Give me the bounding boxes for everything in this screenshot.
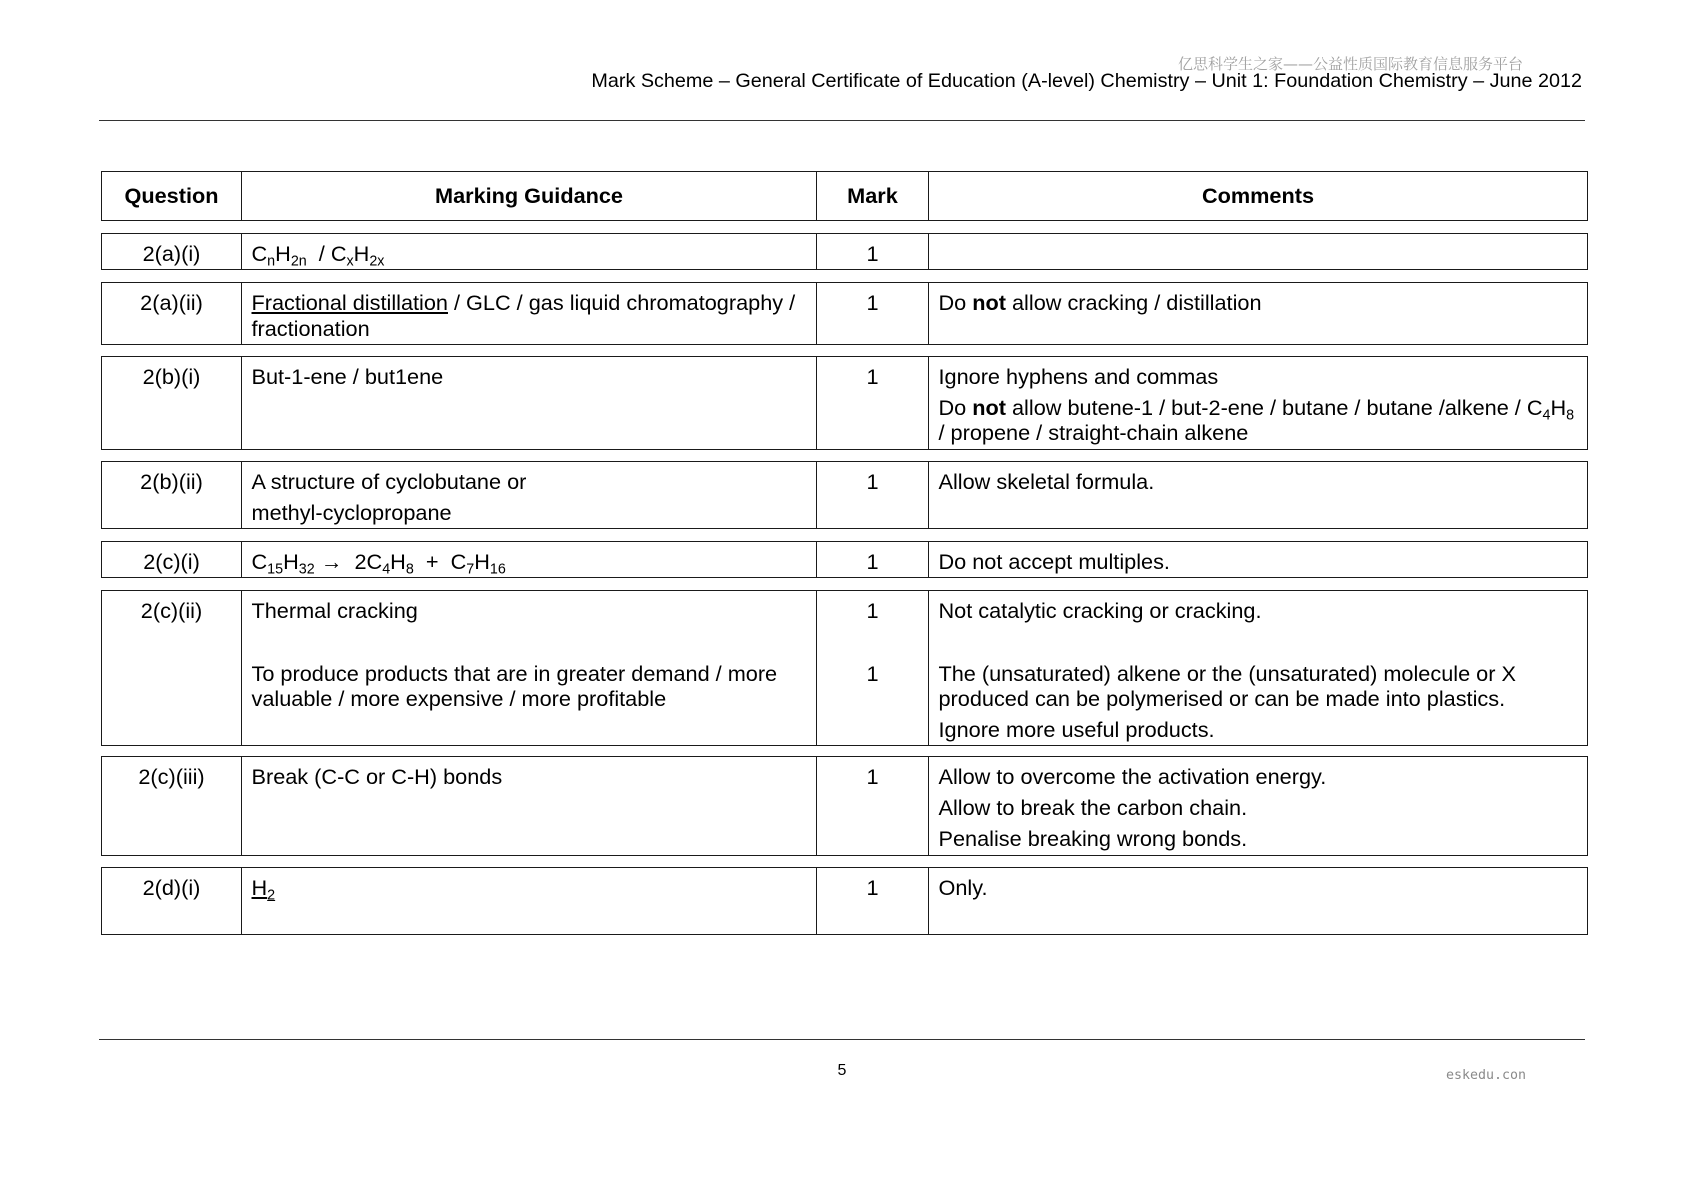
column-header-marking-guidance: Marking Guidance xyxy=(241,172,816,220)
paragraph xyxy=(939,764,1584,790)
marking-guidance-cell xyxy=(241,868,816,934)
paragraph xyxy=(939,795,1584,821)
mark-scheme-row xyxy=(101,461,1588,529)
text-run: H xyxy=(283,549,299,574)
subscript-text: 15 xyxy=(267,561,284,578)
paragraph xyxy=(821,598,924,624)
subscript-text: 2x xyxy=(369,253,385,270)
mark-scheme-row xyxy=(101,867,1588,935)
text-run: Allow to break the carbon chain. xyxy=(938,794,1248,820)
marking-guidance-cell xyxy=(241,542,816,577)
text-run: Allow to overcome the activation energy. xyxy=(938,764,1327,789)
text-run: H xyxy=(474,549,490,574)
subscript-text: 7 xyxy=(466,561,475,578)
underlined-subscript-text: 2 xyxy=(267,887,276,904)
paragraph xyxy=(252,290,813,341)
site-watermark: 亿思科学生之家——公益性质国际教育信息服务平台 xyxy=(1177,55,1523,73)
question-number: 2(c)(ii) xyxy=(140,598,203,623)
subscript-text: 4 xyxy=(1542,407,1551,424)
text-run: / GLC / gas liquid chromatography / fractionation xyxy=(251,290,802,341)
text-run: 1 xyxy=(866,660,879,686)
paragraph xyxy=(939,290,1584,316)
underlined-text: H xyxy=(251,875,268,900)
underlined-text: Fractional distillation xyxy=(251,290,448,315)
question-cell xyxy=(102,868,241,934)
mark-scheme-row xyxy=(101,756,1588,856)
paragraph xyxy=(821,764,924,790)
paragraph xyxy=(939,717,1584,743)
question-cell xyxy=(102,357,241,449)
text-run: 1 xyxy=(866,364,879,389)
question-number: 2(c)(i) xyxy=(143,549,200,574)
question-cell xyxy=(102,283,241,344)
text-run: H xyxy=(1550,394,1567,420)
text-run: The (unsaturated) alkene or the (unsaturated) molecule or X produced can be polymerised or can be made into plastics. xyxy=(938,660,1522,711)
question-number: 2(a)(ii) xyxy=(140,290,203,315)
text-run: Ignore more useful products. xyxy=(938,716,1215,742)
paragraph xyxy=(821,290,924,316)
marking-guidance-cell xyxy=(241,462,816,528)
text-run: → 2C xyxy=(314,549,383,574)
paragraph xyxy=(251,241,813,270)
paragraph xyxy=(251,875,813,904)
text-run: allow cracking / distillation xyxy=(1005,290,1262,315)
comments-cell xyxy=(928,542,1587,577)
footer-divider xyxy=(99,1039,1585,1040)
mark-cell xyxy=(816,868,928,934)
text-run: Do not accept multiples. xyxy=(938,549,1170,574)
text-run: Do xyxy=(938,290,973,315)
paragraph xyxy=(939,395,1584,446)
text-run: allow butene-1 / but-2-ene / butane / butane /alkene / C xyxy=(1005,394,1543,420)
text-run: H xyxy=(275,241,291,266)
question-number: 2(c)(iii) xyxy=(138,764,205,789)
text-run: 1 xyxy=(866,549,879,574)
marking-guidance-cell xyxy=(241,234,816,269)
text-run: Thermal cracking xyxy=(251,598,418,623)
comments-cell xyxy=(928,462,1587,528)
question-cell xyxy=(102,234,241,269)
subscript-text: 2n xyxy=(290,253,307,270)
question-cell xyxy=(102,462,241,528)
table-header-row xyxy=(101,171,1588,221)
text-run: Allow skeletal formula. xyxy=(938,469,1155,494)
text-run: A structure of cyclobutane or xyxy=(251,469,527,494)
paragraph xyxy=(821,364,924,390)
text-run: Not catalytic cracking or cracking. xyxy=(938,598,1262,623)
mark-cell xyxy=(816,462,928,528)
paragraph xyxy=(821,469,924,495)
paragraph xyxy=(821,241,924,267)
text-run: Ignore hyphens and commas xyxy=(938,364,1219,389)
text-run: But-1-ene / but1ene xyxy=(251,364,444,389)
marking-guidance-cell xyxy=(241,757,816,855)
mark-scheme-row xyxy=(101,282,1588,345)
text-run: 1 xyxy=(866,469,879,494)
paragraph xyxy=(939,661,1584,712)
question-cell xyxy=(102,757,241,855)
subscript-text: 4 xyxy=(382,561,391,578)
text-run: To produce products that are in greater demand / more valuable / more expensive / more profitable xyxy=(251,660,784,711)
text-run: Penalise breaking wrong bonds. xyxy=(938,825,1248,851)
page-number: 5 xyxy=(837,1062,847,1079)
text-run: 1 xyxy=(866,875,879,900)
mark-cell xyxy=(816,357,928,449)
subscript-text: 16 xyxy=(489,561,506,578)
paragraph xyxy=(252,661,813,712)
marking-guidance-cell xyxy=(241,283,816,344)
text-run: 1 xyxy=(866,598,879,623)
comments-cell xyxy=(928,234,1587,269)
paragraph xyxy=(821,549,924,575)
mark-scheme-row xyxy=(101,233,1588,270)
text-run: H xyxy=(353,241,370,266)
paragraph xyxy=(939,826,1584,852)
paragraph xyxy=(252,469,813,495)
text-run: H xyxy=(390,549,406,574)
subscript-text: 32 xyxy=(298,561,315,578)
subscript-text: 8 xyxy=(405,561,414,578)
paragraph xyxy=(939,598,1584,624)
bold-text: not xyxy=(972,394,1006,420)
mark-cell xyxy=(816,283,928,344)
text-run: Only. xyxy=(938,875,988,900)
header-divider xyxy=(99,120,1585,121)
question-cell xyxy=(102,591,241,745)
text-run: Do xyxy=(938,394,973,420)
paragraph xyxy=(939,549,1584,575)
question-number: 2(b)(ii) xyxy=(140,469,203,494)
paragraph xyxy=(939,469,1584,495)
text-run: Break (C-C or C-H) bonds xyxy=(251,764,503,789)
question-number: 2(b)(i) xyxy=(142,364,201,389)
text-run: / propene / straight-chain alkene xyxy=(938,394,1581,446)
bold-text: not xyxy=(972,290,1006,315)
paragraph xyxy=(252,500,813,526)
mark-cell xyxy=(816,542,928,577)
mark-scheme-row xyxy=(101,590,1588,746)
mark-scheme-row xyxy=(101,356,1588,450)
text-run: 1 xyxy=(866,241,879,266)
comments-cell xyxy=(928,868,1587,934)
text-run: C xyxy=(251,549,268,574)
marking-guidance-cell xyxy=(241,357,816,449)
footer-site-watermark: eskedu.con xyxy=(1446,1068,1527,1083)
paragraph xyxy=(252,764,813,790)
paragraph xyxy=(821,875,924,901)
subscript-text: n xyxy=(267,253,276,270)
text-run: 1 xyxy=(866,764,879,789)
column-header-comments: Comments xyxy=(928,172,1587,220)
question-number: 2(d)(i) xyxy=(142,875,201,900)
comments-cell xyxy=(928,357,1587,449)
subscript-text: x xyxy=(346,253,354,270)
mark-cell xyxy=(816,234,928,269)
text-run: + C xyxy=(413,549,467,574)
paragraph xyxy=(252,364,813,390)
subscript-text: 8 xyxy=(1566,407,1575,424)
text-run: methyl-cyclopropane xyxy=(251,499,452,525)
column-header-question: Question xyxy=(124,183,219,209)
document-header-title: Mark Scheme – General Certificate of Education (A-level) Chemistry – Unit 1: Foundation Chemistry – June 2012 xyxy=(591,70,1582,92)
comments-cell xyxy=(928,757,1587,855)
mark-cell xyxy=(816,591,928,745)
column-header-mark: Mark xyxy=(816,172,928,220)
text-run: 1 xyxy=(866,290,879,315)
comments-cell xyxy=(928,283,1587,344)
mark-scheme-row xyxy=(101,541,1588,578)
paragraph xyxy=(251,549,813,578)
question-number: 2(a)(i) xyxy=(142,241,201,266)
paragraph xyxy=(252,598,813,624)
marking-guidance-cell xyxy=(241,591,816,745)
question-cell xyxy=(102,542,241,577)
mark-cell xyxy=(816,757,928,855)
text-run: C xyxy=(251,241,268,266)
text-run: / C xyxy=(306,241,347,266)
comments-cell xyxy=(928,591,1587,745)
paragraph xyxy=(821,661,924,687)
paragraph xyxy=(939,875,1584,901)
paragraph xyxy=(939,364,1584,390)
